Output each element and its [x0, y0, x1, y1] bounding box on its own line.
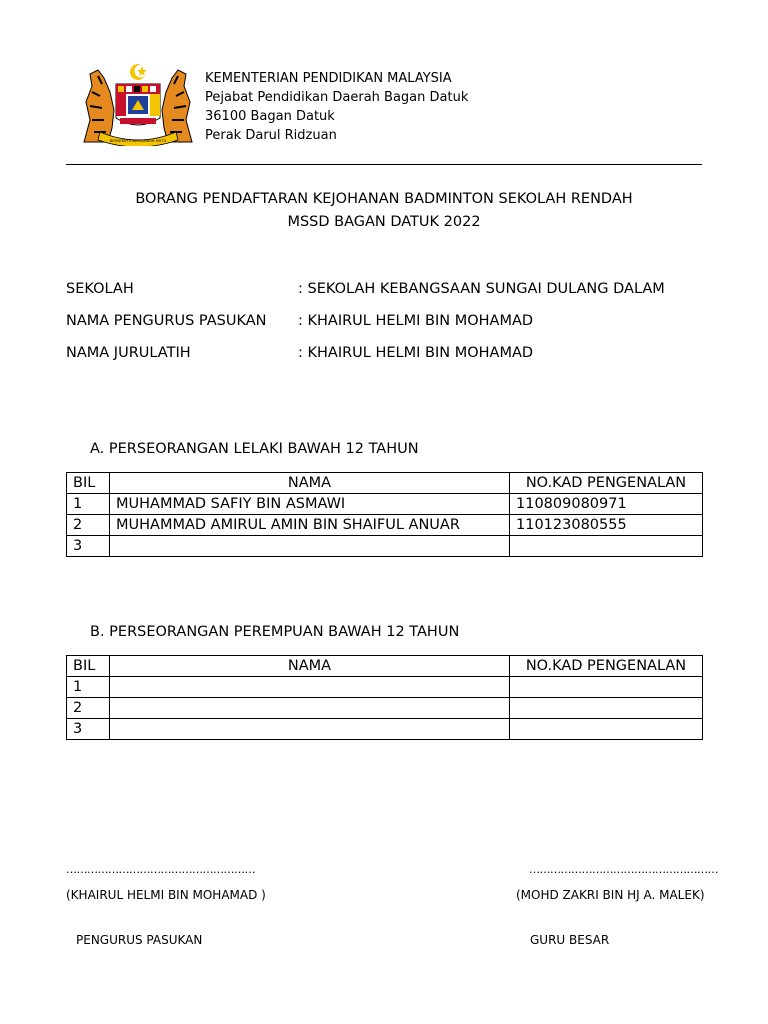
form-title: BORANG PENDAFTARAN KEJOHANAN BADMINTON SEKOLAH RENDAH [135, 191, 633, 207]
malaysia-coat-of-arms-logo [80, 62, 196, 146]
section-a-heading: A. PERSEORANGAN LELAKI BAWAH 12 TAHUN [90, 441, 419, 457]
table-row [67, 677, 703, 698]
right-signatory-role: GURU BESAR [530, 933, 610, 947]
coach-value: : KHAIRUL HELMI BIN MOHAMAD [298, 345, 534, 361]
school-value: : SEKOLAH KEBANGSAAN SUNGAI DULANG DALAM [298, 281, 665, 297]
crest-motto: BERSEKUTU BERTAMBAH MUTU [109, 139, 167, 143]
row-bil: 3 [67, 536, 110, 557]
col-ic-header: NO.KAD PENGENALAN [510, 656, 703, 677]
col-ic-header: NO.KAD PENGENALAN [510, 473, 703, 494]
girls-registration-table [66, 655, 703, 740]
table-row [67, 515, 703, 536]
postcode-city: 36100 Bagan Datuk [205, 109, 335, 124]
left-signature-line: ……………………………………………… [66, 863, 255, 876]
address-block [205, 69, 468, 145]
row-nama[interactable]: MUHAMMAD AMIRUL AMIN BIN SHAIFUL ANUAR [110, 515, 510, 536]
row-nama[interactable] [110, 536, 510, 557]
school-label: SEKOLAH [66, 281, 134, 297]
table-row [67, 698, 703, 719]
row-ic[interactable]: 110809080971 [510, 494, 703, 515]
row-ic[interactable] [510, 698, 703, 719]
row-nama[interactable] [110, 719, 510, 740]
row-ic[interactable]: 110123080555 [510, 515, 703, 536]
table-row [67, 536, 703, 557]
state-name: Perak Darul Ridzuan [205, 128, 337, 143]
left-signatory-role: PENGURUS PASUKAN [76, 933, 203, 947]
left-signatory-name: (KHAIRUL HELMI BIN MOHAMAD ) [66, 888, 266, 902]
row-nama[interactable] [110, 677, 510, 698]
right-signatory-name: (MOHD ZAKRI BIN HJ A. MALEK) [516, 888, 705, 902]
district-office: Pejabat Pendidikan Daerah Bagan Datuk [205, 90, 469, 105]
row-bil: 1 [67, 677, 110, 698]
table-header-row [67, 473, 703, 494]
table-header-row [67, 656, 703, 677]
header-divider [66, 164, 702, 165]
table-row [67, 494, 703, 515]
row-ic[interactable] [510, 536, 703, 557]
form-subtitle: MSSD BAGAN DATUK 2022 [287, 214, 481, 230]
row-bil: 1 [67, 494, 110, 515]
col-nama-header: NAMA [110, 473, 510, 494]
team-manager-value: : KHAIRUL HELMI BIN MOHAMAD [298, 313, 534, 329]
boys-registration-table [66, 472, 703, 557]
col-bil-header: BIL [67, 473, 110, 494]
row-bil: 2 [67, 515, 110, 536]
row-nama[interactable]: MUHAMMAD SAFIY BIN ASMAWI [110, 494, 510, 515]
col-bil-header: BIL [67, 656, 110, 677]
table-row [67, 719, 703, 740]
coach-label: NAMA JURULATIH [66, 345, 191, 361]
ministry-name: KEMENTERIAN PENDIDIKAN MALAYSIA [205, 71, 452, 86]
row-bil: 2 [67, 698, 110, 719]
team-manager-label: NAMA PENGURUS PASUKAN [66, 313, 267, 329]
row-ic[interactable] [510, 677, 703, 698]
row-nama[interactable] [110, 698, 510, 719]
right-signature-line: ……………………………………………… [529, 863, 718, 876]
row-ic[interactable] [510, 719, 703, 740]
section-b-heading: B. PERSEORANGAN PEREMPUAN BAWAH 12 TAHUN [90, 624, 460, 640]
row-bil: 3 [67, 719, 110, 740]
col-nama-header: NAMA [110, 656, 510, 677]
